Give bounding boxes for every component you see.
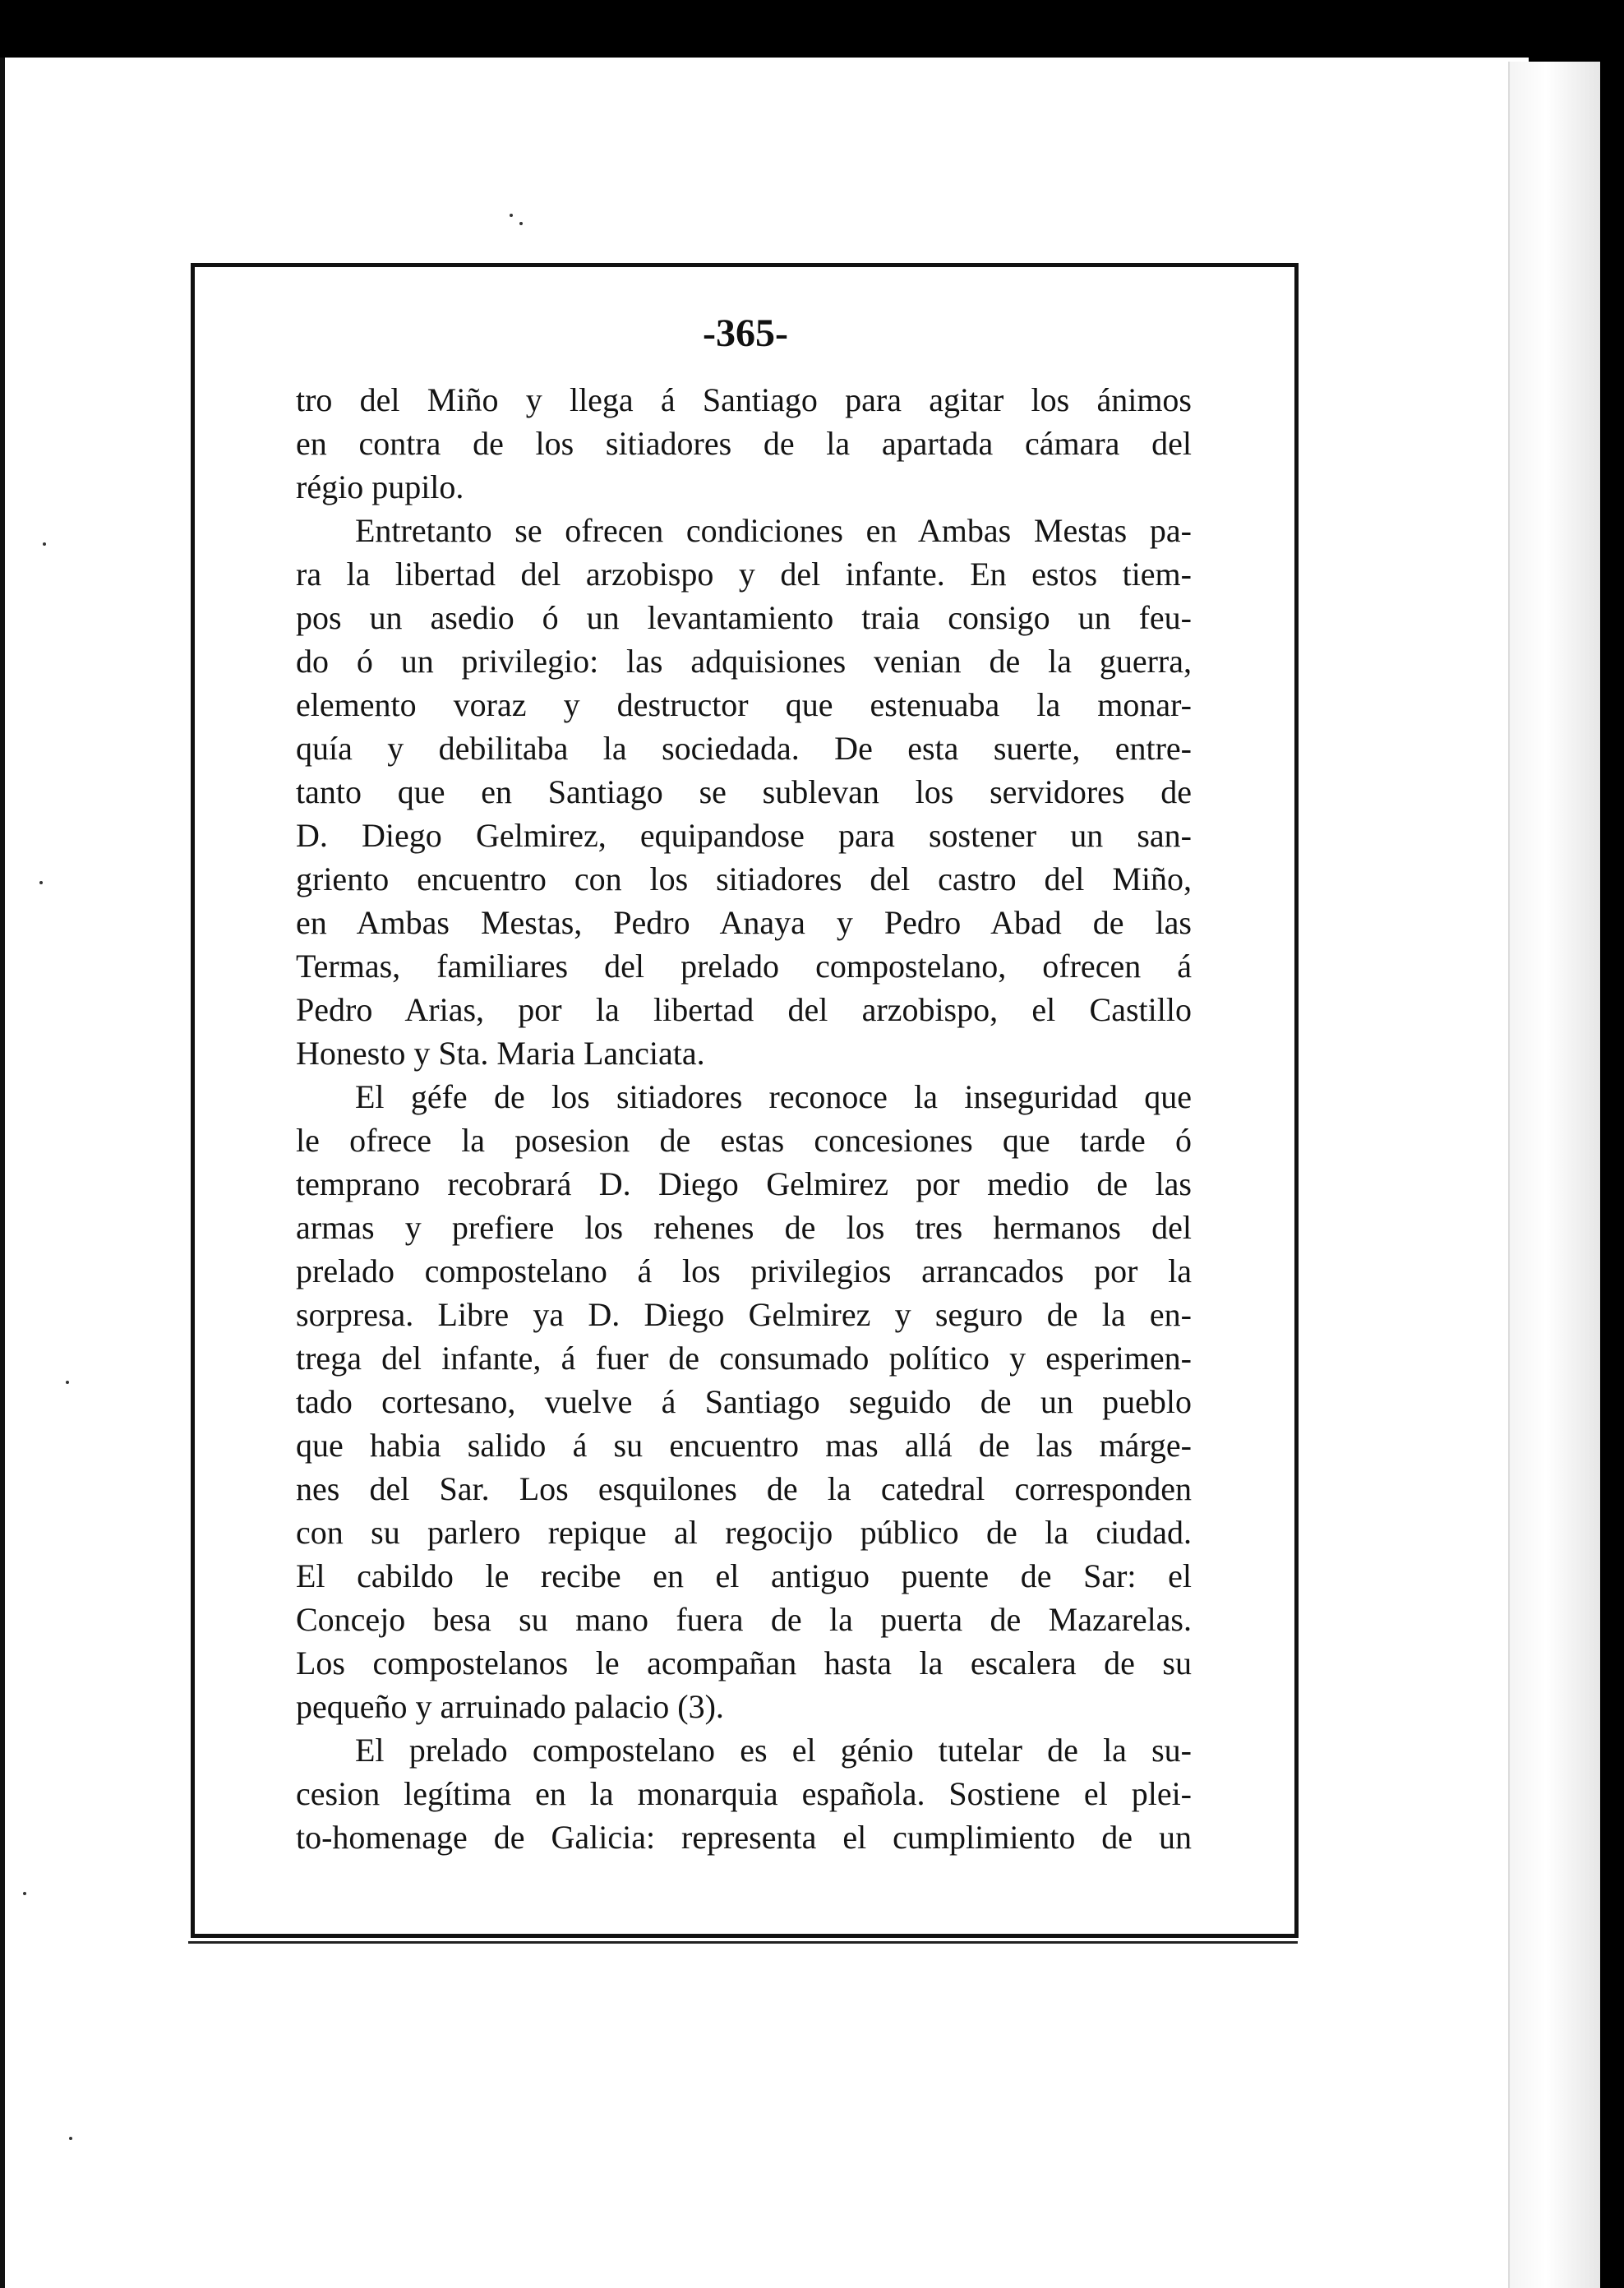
text-line: pequeño y arruinado palacio (3). xyxy=(296,1688,724,1725)
ink-speck xyxy=(510,214,513,217)
ink-speck xyxy=(43,542,46,546)
ink-speck xyxy=(519,222,523,225)
text-line: tanto que en Santiago se sublevan los servidores de xyxy=(296,773,1192,810)
paragraph xyxy=(296,378,1192,509)
text-line: quía y debilitaba la sociedada. De esta suerte, entre- xyxy=(296,730,1192,767)
text-line: El cabildo le recibe en el antiguo puente de Sar: el xyxy=(296,1557,1192,1594)
text-line: Pedro Arias, por la libertad del arzobispo, el Castillo xyxy=(296,991,1192,1028)
text-line: tado cortesano, vuelve á Santiago seguido de un pueblo xyxy=(296,1383,1192,1420)
page-number: -365- xyxy=(703,311,788,355)
text-line: elemento voraz y destructor que estenuaba la monar- xyxy=(296,686,1192,723)
page-edge-fold xyxy=(1508,62,1600,2288)
text-line: tro del Miño y llega á Santiago para agitar los ánimos xyxy=(296,381,1192,418)
text-line: trega del infante, á fuer de consumado político y esperimen- xyxy=(296,1340,1192,1377)
text-line: ra la libertad del arzobispo y del infante. En estos tiem- xyxy=(296,556,1192,593)
text-line: El prelado compostelano es el génio tutelar de la su- xyxy=(355,1732,1192,1769)
text-line: en contra de los sitiadores de la apartada cámara del xyxy=(296,425,1192,462)
ink-speck xyxy=(66,1381,69,1384)
text-line: Entretanto se ofrecen condiciones en Ambas Mestas pa- xyxy=(355,512,1192,549)
paragraph xyxy=(296,509,1192,1075)
text-line: Concejo besa su mano fuera de la puerta de Mazarelas. xyxy=(296,1601,1192,1638)
text-line: to-homenage de Galicia: representa el cumplimiento de un xyxy=(296,1819,1192,1856)
text-line: nes del Sar. Los esquilones de la catedral corresponden xyxy=(296,1470,1192,1507)
text-line: que habia salido á su encuentro mas allá de las márge- xyxy=(296,1427,1192,1464)
text-line: prelado compostelano á los privilegios arrancados por la xyxy=(296,1252,1192,1289)
text-line: D. Diego Gelmirez, equipandose para sostener un san- xyxy=(296,817,1192,854)
text-line: griento encuentro con los sitiadores del castro del Miño, xyxy=(296,860,1192,897)
text-line: Los compostelanos le acompañan hasta la escalera de su xyxy=(296,1644,1192,1681)
body-text xyxy=(296,378,1192,1859)
text-line: armas y prefiere los rehenes de los tres hermanos del xyxy=(296,1209,1192,1246)
text-line: Termas, familiares del prelado compostelano, ofrecen á xyxy=(296,948,1192,985)
text-line: sorpresa. Libre ya D. Diego Gelmirez y seguro de la en- xyxy=(296,1296,1192,1333)
ink-speck xyxy=(23,1892,26,1895)
text-line: cesion legítima en la monarquia española. Sostiene el plei- xyxy=(296,1775,1192,1812)
paragraph xyxy=(296,1728,1192,1859)
text-line: do ó un privilegio: las adquisiones venian de la guerra, xyxy=(296,643,1192,680)
text-line: Honesto y Sta. Maria Lanciata. xyxy=(296,1035,705,1072)
ink-speck xyxy=(69,2137,72,2140)
text-line: temprano recobrará D. Diego Gelmirez por medio de las xyxy=(296,1165,1192,1202)
left-binding-shadow xyxy=(0,58,5,2288)
text-line: con su parlero repique al regocijo público de la ciudad. xyxy=(296,1514,1192,1551)
text-line: en Ambas Mestas, Pedro Anaya y Pedro Abad de las xyxy=(296,904,1192,941)
text-line: le ofrece la posesion de estas concesiones que tarde ó xyxy=(296,1122,1192,1159)
text-line: pos un asedio ó un levantamiento traia consigo un feu- xyxy=(296,599,1192,636)
text-line: régio pupilo. xyxy=(296,468,464,505)
text-line: El géfe de los sitiadores reconoce la inseguridad que xyxy=(355,1078,1192,1115)
paragraph xyxy=(296,1075,1192,1728)
ink-speck xyxy=(39,881,43,884)
